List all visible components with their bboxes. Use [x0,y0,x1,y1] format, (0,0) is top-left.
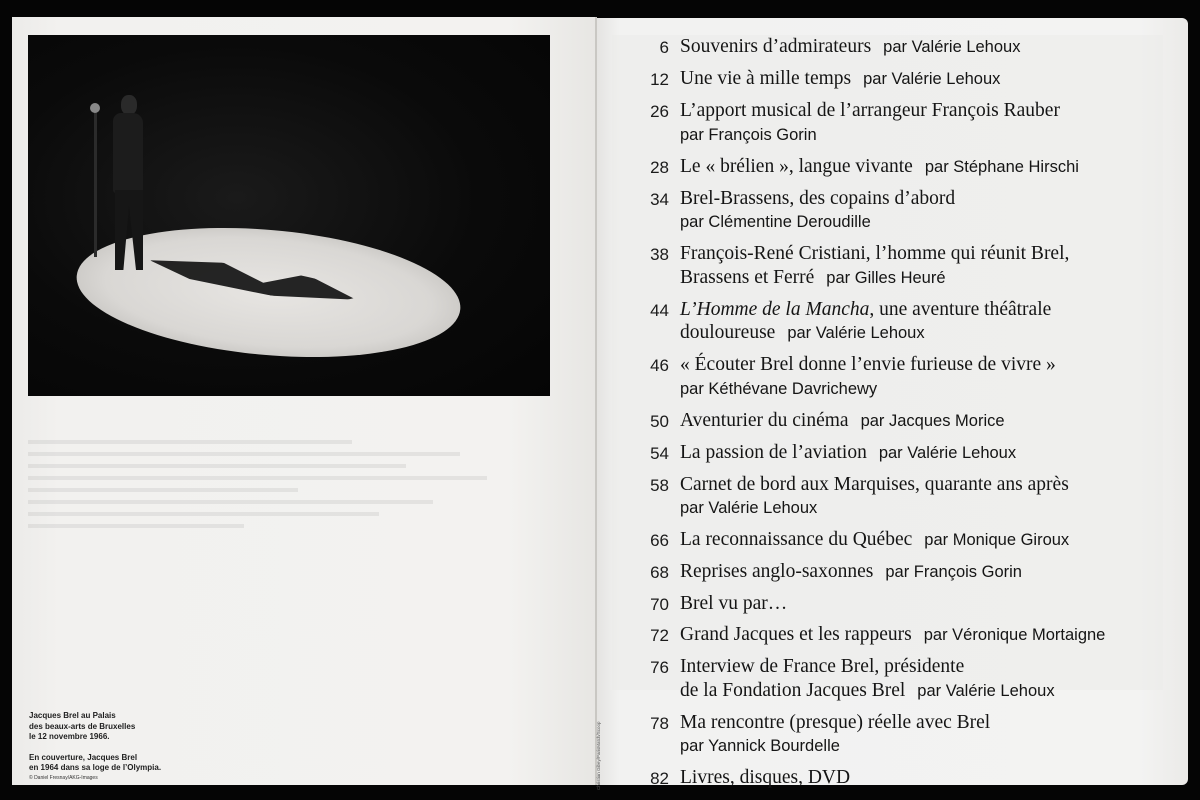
bleed-through-text [28,432,568,732]
toc-line [680,592,1172,616]
toc-page-number: 72 [650,626,669,645]
toc-author: par Valérie Lehoux [863,70,1001,88]
microphone-icon [90,103,100,113]
toc-author: par Monique Giroux [924,531,1070,549]
toc-entry [612,441,1172,466]
toc-line [680,766,1172,790]
toc-page-number: 82 [650,769,669,788]
toc-line [680,210,1172,235]
toc-author: par Valérie Lehoux [883,38,1021,56]
toc-page-number: 34 [650,189,669,209]
toc-entry [612,592,1172,616]
caption-line: des beaux-arts de Bruxelles [29,721,136,731]
toc-page-number: 58 [650,475,669,495]
toc-author: par Véronique Mortaigne [923,626,1106,644]
toc-line [680,266,1172,291]
toc-line [680,473,1172,497]
caption-line: le 12 novembre 1966. [29,732,110,741]
toc-line [680,298,1172,322]
toc-line [680,35,1172,60]
toc-author: par Yannick Bourdelle [680,737,840,755]
toc-author: par Valérie Lehoux [787,324,925,342]
toc-line [680,560,1172,585]
toc-line [680,623,1172,648]
toc-author: par Stéphane Hirschi [924,157,1079,176]
vertical-photo-credit: Christian Gibey/ParisMatch/Scoop [596,721,601,790]
toc-line [680,187,1172,211]
toc-author: par Kéthévane Davrichewy [680,379,878,398]
toc-entry [612,242,1172,290]
toc-title: François-René Cristiani, l’homme qui réunit Brel, [680,243,1070,264]
toc-entry [612,35,1172,60]
toc-entry [612,623,1172,648]
toc-entry [612,298,1172,346]
toc-line [680,242,1172,266]
toc-line [680,655,1172,679]
toc-title: La reconnaissance du Québec [680,529,913,550]
toc-title: Souvenirs d’admirateurs [680,36,872,57]
toc-entry [612,560,1172,585]
toc-title: Le « brélien », langue vivante [680,155,913,177]
toc-entry [612,766,1172,790]
toc-title: Interview de France Brel, présidente [680,656,965,677]
toc-page-number: 50 [650,411,669,431]
toc-title: Grand Jacques et les rappeurs [680,624,912,645]
caption-line: En couverture, Jacques Brel [29,752,138,762]
toc-entry [612,655,1172,703]
toc-title: Reprises anglo-saxonnes [680,561,874,582]
caption-line: Jacques Brel au Palais [29,711,116,720]
toc-author: par Valérie Lehoux [917,681,1055,700]
toc-page-number: 6 [659,38,669,57]
toc-line [680,353,1172,377]
toc-entry [612,473,1172,521]
toc-line [680,528,1172,553]
toc-title: « Écouter Brel donne l’envie furieuse de vivre » [680,354,1056,375]
toc-entry [612,99,1172,147]
toc-page-number: 12 [650,70,669,89]
toc-title: Brel vu par… [680,593,788,614]
left-page [12,17,596,785]
toc-entry [612,67,1172,92]
toc-title: Carnet de bord aux Marquises, quarante ans après [680,473,1069,495]
toc-title: douloureuse [680,322,776,343]
toc-author: par François Gorin [885,563,1022,581]
toc-page-number: 76 [650,658,669,677]
toc-line [680,711,1172,735]
toc-title: de la Fondation Jacques Brel [680,679,906,701]
toc-line [680,155,1172,180]
toc-line [680,377,1172,402]
toc-entry [612,409,1172,434]
toc-title: Une vie à mille temps [680,68,852,89]
toc-line [680,67,1172,92]
toc-entry [612,711,1172,759]
toc-line [680,99,1172,123]
toc-entry [612,187,1172,235]
toc-line [680,441,1172,466]
toc-author: par Valérie Lehoux [680,499,818,517]
toc-author: par Gilles Heuré [826,268,946,287]
toc-author: par Jacques Morice [860,411,1005,430]
toc-title: Brel-Brassens, des copains d’abord [680,187,956,209]
photo-caption [29,711,229,783]
stage-photo [28,35,550,396]
toc-author: par Valérie Lehoux [878,443,1017,462]
toc-page-number: 46 [650,356,669,375]
toc-page-number: 54 [650,443,669,463]
book-spine [595,17,597,785]
toc-page-number: 70 [650,595,669,614]
toc-title: La passion de l’aviation [680,441,867,463]
toc-entry [612,528,1172,553]
toc-line [680,496,1172,521]
photo-credit: © Daniel Fresnay/AKG-Images [29,774,98,781]
toc-title: , une aventure théâtrale [869,298,1052,320]
toc-title: Aventurier du cinéma [680,409,849,431]
toc-page-number: 28 [650,157,669,177]
toc-entry [612,353,1172,401]
performer-figure [103,95,158,275]
toc-title: Ma rencontre (presque) réelle avec Brel [680,711,991,733]
toc-title: Brassens et Ferré [680,266,815,288]
toc-line [680,123,1172,148]
toc-page-number: 38 [650,245,669,264]
toc-title: L’Homme de la Mancha [680,298,870,320]
toc-page-number: 68 [650,563,669,582]
toc-author: par Clémentine Deroudille [680,213,871,231]
toc-page-number: 78 [650,713,669,733]
toc-page-number: 26 [650,102,669,121]
toc-line [680,734,1172,759]
table-of-contents [612,35,1172,797]
toc-author: par François Gorin [680,125,817,144]
toc-entry [612,155,1172,180]
toc-title: Livres, disques, DVD [680,767,851,788]
toc-page-number: 66 [650,531,669,550]
toc-line [680,409,1172,434]
toc-page-number: 44 [650,300,669,320]
toc-line [680,321,1172,346]
microphone-stand [94,107,97,257]
toc-title: L’apport musical de l’arrangeur François Rauber [680,100,1060,121]
caption-line: en 1964 dans sa loge de l’Olympia. [29,763,162,772]
toc-line [680,679,1172,704]
